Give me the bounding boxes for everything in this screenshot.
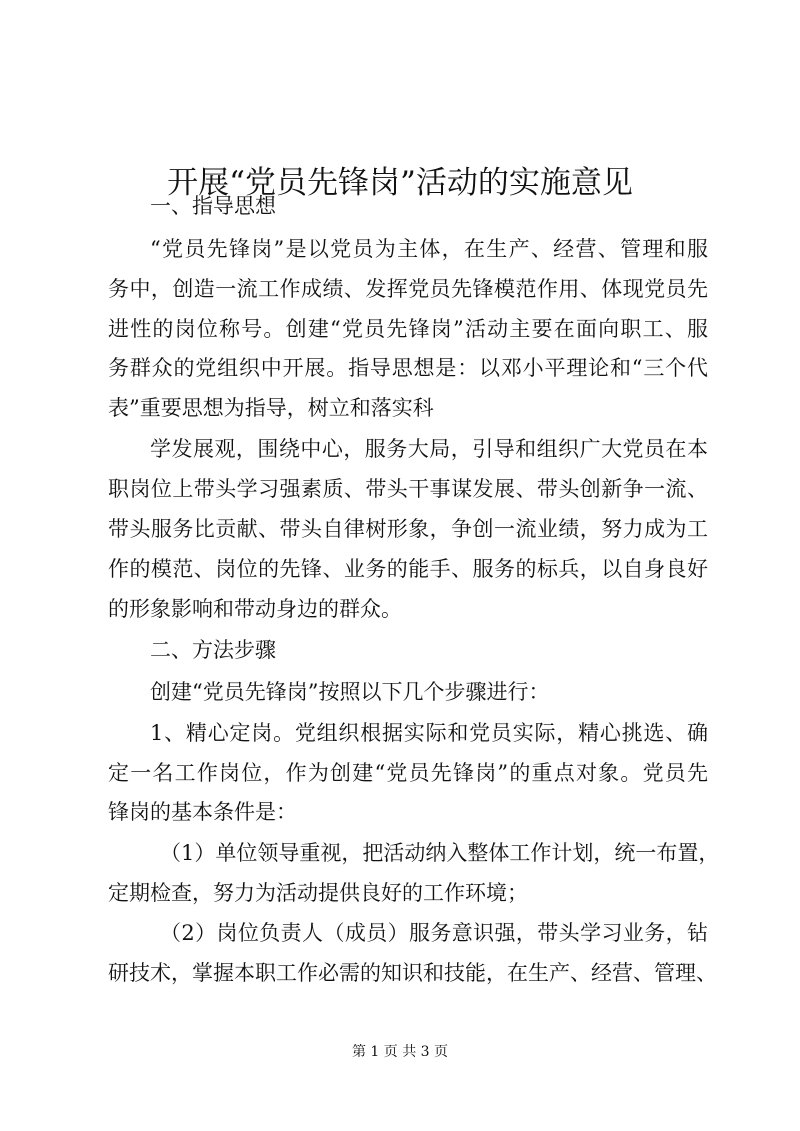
paragraph-line: 的形象影响和带动身边的群众。 xyxy=(108,597,402,621)
paragraph-line: 锋岗的基本条件是： xyxy=(108,800,297,824)
paragraph-line: 带头服务比贡献、带头自律树形象，争创一流业绩，努力成为工 xyxy=(108,517,708,541)
paragraph-line: 定期检查，努力为活动提供良好的工作环境； xyxy=(108,881,528,905)
paragraph-line: 1、精心定岗。党组织根据实际和党员实际，精心挑选、确 xyxy=(150,721,708,745)
paragraph-line: 学发展观，围绕中心，服务大局，引导和组织广大党员在本 xyxy=(150,437,708,461)
paragraph-line: 职岗位上带头学习强素质、带头干事谋发展、带头创新争一流、 xyxy=(108,477,708,501)
paragraph-line: 创建“党员先锋岗”按照以下几个步骤进行： xyxy=(150,680,550,704)
paragraph-line: （2）岗位负责人（成员）服务意识强，带头学习业务，钻 xyxy=(160,921,708,945)
section-heading-method-steps: 二、方法步骤 xyxy=(150,638,276,662)
paragraph-line: 作的模范、岗位的先锋、业务的能手、服务的标兵，以自身良好 xyxy=(108,557,708,581)
paragraph-line: 务中，创造一流工作成绩、发挥党员先锋模范作用、体现党员先 xyxy=(108,277,708,301)
paragraph-line: “党员先锋岗”是以党员为主体，在生产、经营、管理和服 xyxy=(150,237,708,261)
document-title: 开展“党员先锋岗”活动的实施意见 xyxy=(167,164,633,201)
paragraph-line: 务群众的党组织中开展。指导思想是：以邓小平理论和“三个代 xyxy=(108,356,708,380)
page-footer: 第 1 页 共 3 页 xyxy=(351,1044,449,1060)
paragraph-line: （1）单位领导重视，把活动纳入整体工作计划，统一布置， xyxy=(160,841,720,865)
paragraph-line: 进性的岗位称号。创建“党员先锋岗”活动主要在面向职工、服 xyxy=(108,317,708,341)
section-heading-guiding-ideology: 一、指导思想 xyxy=(150,194,276,218)
paragraph-line: 定一名工作岗位，作为创建“党员先锋岗”的重点对象。党员先 xyxy=(108,761,708,785)
paragraph-line: 研技术，掌握本职工作必需的知识和技能，在生产、经营、管理、 xyxy=(108,961,717,985)
paragraph-line: 表”重要思想为指导，树立和落实科 xyxy=(108,396,434,420)
